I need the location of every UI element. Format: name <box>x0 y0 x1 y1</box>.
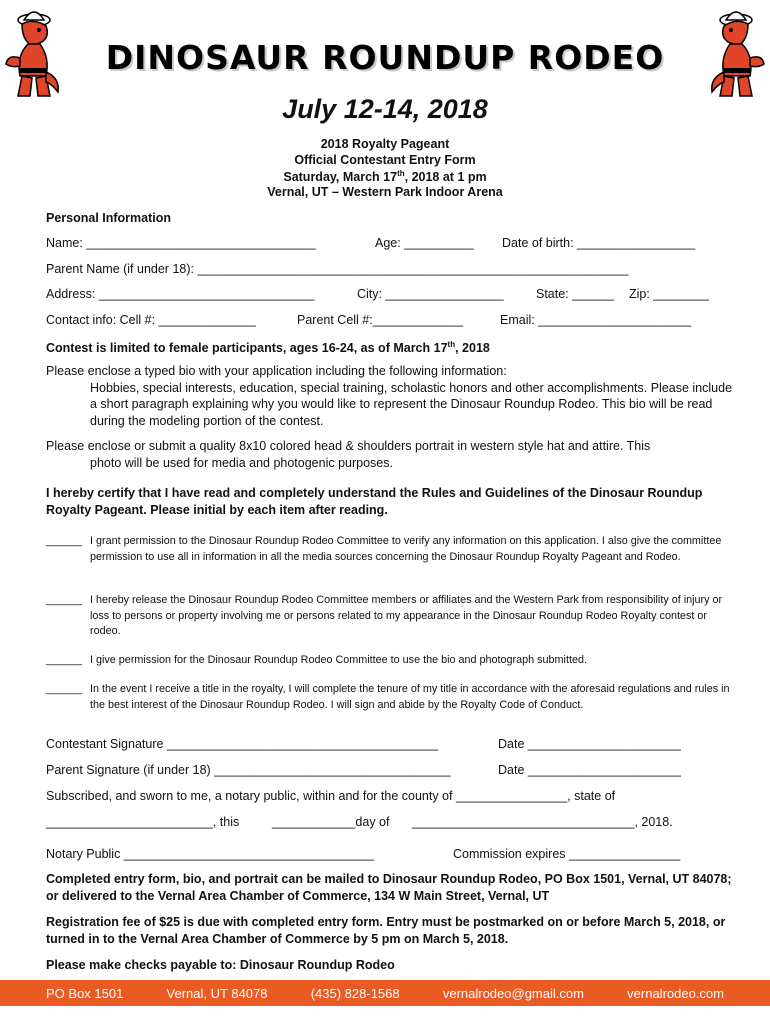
pageant-title: 2018 Royalty Pageant <box>320 137 450 151</box>
event-dates: July 12-14, 2018 <box>282 94 488 124</box>
photo-line1: Please enclose or submit a quality 8x10 colored head & shoulders portrait in western style hat and attire. This <box>46 439 651 453</box>
parent-name-field[interactable]: Parent Name (if under 18): ______________________________________________________________ <box>46 262 629 276</box>
cert-item <box>46 682 736 713</box>
cert-item <box>46 653 736 669</box>
footer-city: Vernal, UT 84078 <box>166 985 268 1001</box>
age-field[interactable]: Age: __________ <box>375 236 474 250</box>
section-heading-personal: Personal Information <box>46 211 172 225</box>
notary-day-field[interactable]: ____________day of <box>272 815 390 829</box>
footer-email-link[interactable]: vernalrodeo@gmail.com <box>442 985 584 1001</box>
state-field[interactable]: State: ______ <box>536 287 614 301</box>
photo-instructions <box>46 438 736 471</box>
bio-details: Hobbies, special interests, education, special training, scholastic honors and other accomplishments. Please include a short paragraph explaining why you would like to represent the Dinosaur Roundup Rodeo. This bio will be read during the modeling portion of the contest. <box>90 380 733 428</box>
email-field[interactable]: Email: ______________________ <box>500 313 692 327</box>
initial-blank[interactable]: ______ <box>46 654 83 666</box>
notary-public-field[interactable]: Notary Public ____________________________________ <box>46 847 375 861</box>
dob-field[interactable]: Date of birth: _________________ <box>502 236 696 250</box>
dinosaur-mascot-icon <box>706 6 768 104</box>
notary-month-field[interactable]: ________________________________, 2018. <box>412 815 673 829</box>
footer-website-link[interactable]: vernalrodeo.com <box>627 985 724 1001</box>
cert-item-text: I give permission for the Dinosaur Roundup Rodeo Committee to use the bio and photograph submitted. <box>90 654 587 666</box>
bio-intro: Please enclose a typed bio with your application including the following information: <box>46 364 507 378</box>
parent-signature-field[interactable]: Parent Signature (if under 18) __________________________________ <box>46 763 451 777</box>
venue-line: Vernal, UT – Western Park Indoor Arena <box>267 185 503 199</box>
parent-date-field[interactable]: Date ______________________ <box>498 763 681 777</box>
footer-contact-bar <box>0 980 770 1006</box>
cert-item <box>46 534 736 565</box>
city-field[interactable]: City: _________________ <box>357 287 504 301</box>
address-field[interactable]: Address: _______________________________ <box>46 287 315 301</box>
initial-blank[interactable]: ______ <box>46 683 83 695</box>
commission-expires-field[interactable]: Commission expires ________________ <box>453 847 681 861</box>
contestant-signature-field[interactable]: Contestant Signature _______________________________________ <box>46 737 439 751</box>
dinosaur-mascot-icon <box>2 6 64 104</box>
contestant-date-field[interactable]: Date ______________________ <box>498 737 681 751</box>
notary-county-line[interactable]: Subscribed, and sworn to me, a notary public, within and for the county of ________________, state of <box>46 789 616 803</box>
parent-cell-field[interactable]: Parent Cell #:_____________ <box>297 313 464 327</box>
certify-statement: I hereby certify that I have read and completely understand the Rules and Guidelines of the Dinosaur Roundup Royalty Pageant. Please initial by each item after reading. <box>46 486 703 517</box>
cert-item <box>46 593 736 640</box>
cert-item-text: I grant permission to the Dinosaur Roundup Rodeo Committee to verify any information on this application. I also give the committee permission to use all in information in all the media sources concerning the Dinosaur Roundup Royalty Pageant and Rodeo. <box>90 535 722 563</box>
zip-field[interactable]: Zip: ________ <box>629 287 709 301</box>
banner-title: DINOSAUR ROUNDUP RODEO <box>105 38 665 77</box>
contest-limit-note: Contest is limited to female participants, ages 16-24, as of March 17th, 2018 <box>46 340 490 356</box>
notary-this-field[interactable]: ________________________, this <box>46 815 240 829</box>
initial-blank[interactable]: ______ <box>46 594 83 606</box>
cert-item-text: In the event I receive a title in the royalty, I will complete the tenure of my title in accordance with the aforesaid regulations and rules in the best interest of the Dinosaur Roundup Rodeo. I will sign and abide by the Royalty Code of Conduct. <box>90 683 730 711</box>
initial-blank[interactable]: ______ <box>46 535 83 547</box>
mailing-instructions: Completed entry form, bio, and portrait can be mailed to Dinosaur Roundup Rodeo, PO Box 1501, Vernal, UT 84078; or delivered to the Vernal Area Chamber of Commerce, 134 W Main Street, Vernal, UT <box>46 872 732 903</box>
form-title: Official Contestant Entry Form <box>294 153 476 167</box>
fee-instructions: Registration fee of $25 is due with completed entry form. Entry must be postmarked on or before March 5, 2018, or turned in to the Vernal Area Chamber of Commerce by 5 pm on March 5, 2018. <box>46 915 726 946</box>
cell-field[interactable]: Contact info: Cell #: ______________ <box>46 313 256 327</box>
checks-payable-note: Please make checks payable to: Dinosaur Roundup Rodeo <box>46 958 395 972</box>
footer-phone: (435) 828-1568 <box>310 985 400 1001</box>
bio-instructions <box>46 363 736 429</box>
event-date-line: Saturday, March 17th, 2018 at 1 pm <box>283 169 487 185</box>
footer-po-box: PO Box 1501 <box>46 985 124 1001</box>
cert-item-text: I hereby release the Dinosaur Roundup Rodeo Committee members or affiliates and the Western Park from responsibility of injury or loss to persons or property involving me or persons related to my appearance in the Dinosaur Roundup Rodeo Royalty contest or rodeo. <box>90 594 723 637</box>
photo-line2: photo will be used for media and photogenic purposes. <box>90 455 393 470</box>
name-field[interactable]: Name: _________________________________ <box>46 236 316 250</box>
